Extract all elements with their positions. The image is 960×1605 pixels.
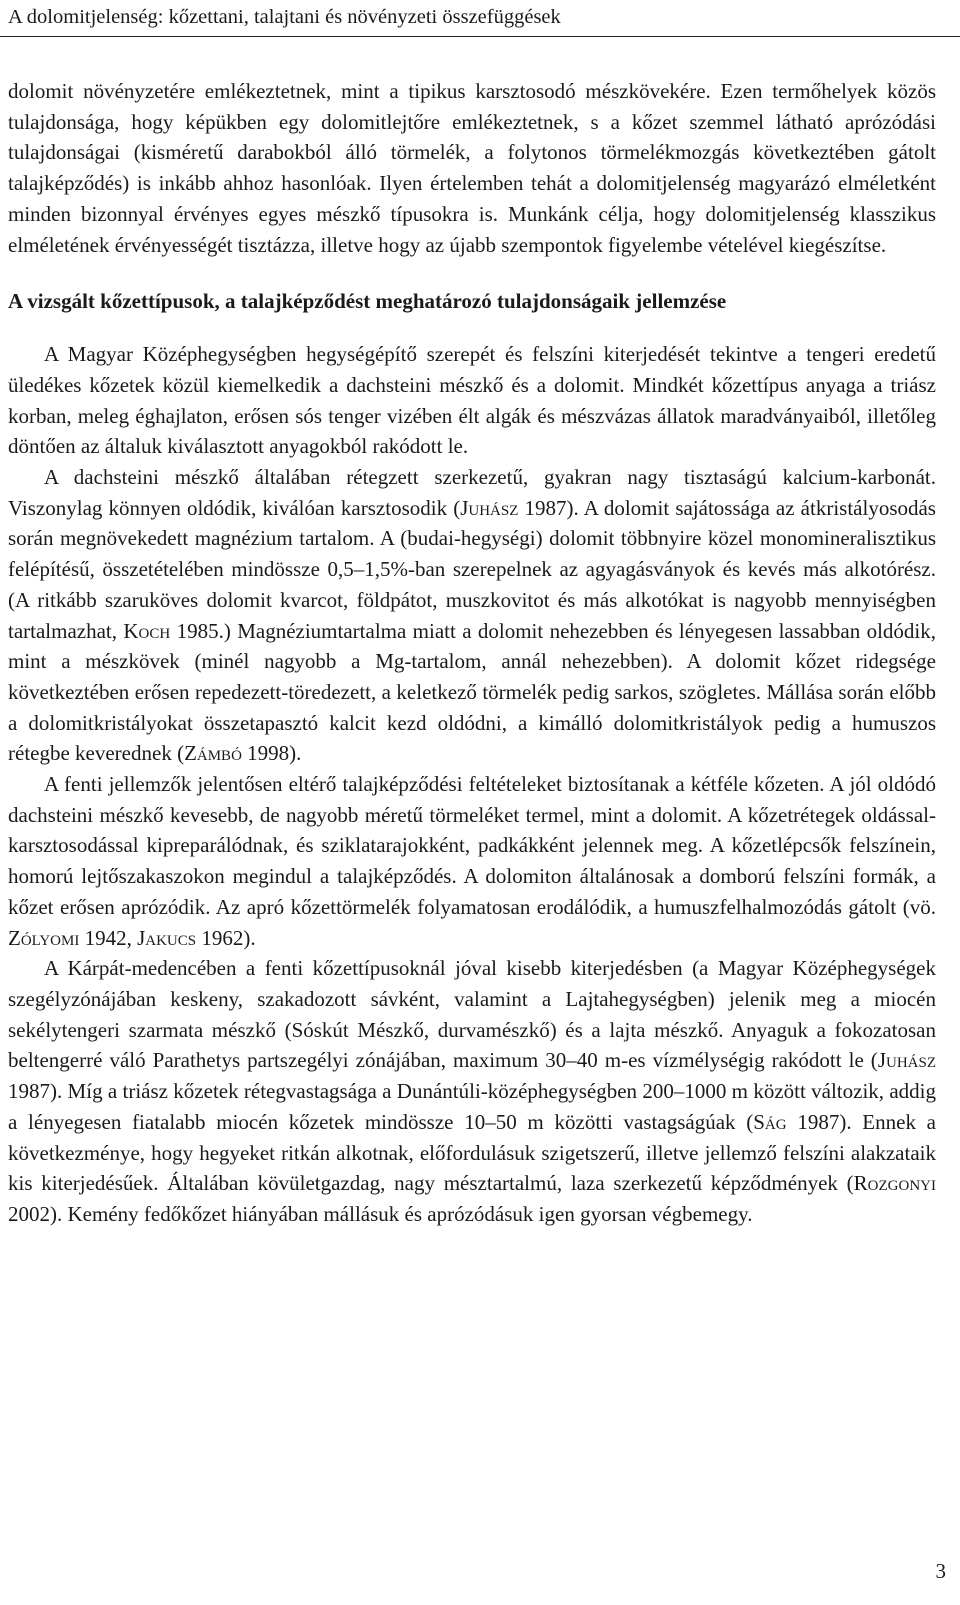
citation-author: Zámbó: [184, 741, 242, 766]
section-heading: A vizsgált kőzettípusok, a talajképződést meghatározó tulajdonságaik jellemzése: [8, 289, 727, 314]
citation-author: Ság: [753, 1109, 787, 1134]
body-text: [8, 76, 936, 1230]
intro-paragraph: dolomit növényzetére emlékeztetnek, mint a tipikus karsztosodó mészkövekére. Ezen termőhelyek közös tulajdonsága, hogy képükben egy dolomitlejtőre emlékeztetnek, s a kőzet szemmel látható aprózódási tulajdonságai (kisméretű darabokból álló törmelék, a folytonos törmelékmozgás következtében gátolt talajképződés) is inkább ahhoz hasonlóak. Ilyen értelemben tehát a dolomitjelenség magyarázó elméletként minden bizonnyal érvényes egyes mészkő típusokra is. Munkánk célja, hogy dolomitjelenség klasszikus elméletének érvényességét tisztázza, illetve hogy az újabb szempontok figyelembe vételével kiegészítse.: [8, 79, 936, 257]
citation-author: Jakucs: [137, 925, 197, 950]
paragraph-limestone-dolomite: [8, 462, 936, 769]
text-run: 1942,: [79, 925, 138, 950]
paragraph-rock-types: A Magyar Középhegységben hegységépítő szerepét és felszíni kiterjedését tekintve a tengeri eredetű üledékes kőzetek közül kiemelkedik a dachsteini mészkő és a dolomit. Mindkét kőzettípus anyaga a triász korban, meleg éghajlaton, erősen sós tenger vizében élt algák és mészvázas állatok maradványaiból, illetőleg döntően az általuk kiválasztott anyagokból rakódott le.: [8, 342, 936, 459]
text-run: 1987). Ennek a következménye, hogy hegyeket ritkán alkotnak, előfordulásuk szigetszerű, illetve jellemző felszíni alakzataik kis kiterjedésűek. Általában kövületgazdag, nagy mésztartalmú, laza szerkezetű képződmények (: [8, 1109, 936, 1196]
paragraph-soil-formation: [8, 769, 936, 953]
paragraph-miocene-limestone: [8, 953, 936, 1229]
citation-author: Rozgonyi: [853, 1171, 936, 1196]
text-run: 1962).: [196, 925, 256, 950]
text-run: 1987). Míg a triász kőzetek rétegvastagsága a Dunántúli-középhegységben 200–1000 m között változik, addig a lényegesen fiatalabb miocén kőzetek mindössze 10–50 m közötti vastagságúak (: [8, 1079, 936, 1134]
citation-author: Zólyomi: [8, 925, 80, 950]
citation-author: Koch: [123, 618, 171, 643]
text-run: 1987). A dolomit sajátossága az átkristályosodás során megnövekedett magnézium tartalom. A (budai-hegységi) dolomit többnyire közel monomineralisztikus felépítésű, összetételében mindössze 0,5–1,5%-ban szerepelnek az agyagásványok és kevés más alkotórész. (A ritkább szaruköves dolomit kvarcot, földpátot, muszkovitot és más alkotókat is nagyobb mennyiségben tartalmazhat,: [8, 495, 936, 643]
header-divider: [0, 36, 960, 37]
text-run: A fenti jellemzők jelentősen eltérő talajképződési feltételeket biztosítanak a kétféle kőzeten. A jól oldódó dachsteini mészkő kevesebb, de nagyobb méretű törmeléket termel, mint a dolomit. A kőzetrétegek oldással-karsztosodással kipreparálódnak, és sziklatarajokként, padkákként jelennek meg. A kőzetlépcsők felszínein, homorú lejtőszakaszokon megindul a talajképződés. A dolomiton általánosak a domború felszíni formák, a kőzet erősen aprózódik. Az apró kőzettörmelék folyamatosan erodálódik, a humuszfelhalmozódás gátolt (vö.: [8, 772, 936, 919]
text-run: 1985.) Magnéziumtartalma miatt a dolomit nehezebben és lényegesen lassabban oldódik, mint a mészkövek (minél nagyobb a Mg-tartalom, annál nehezebben). A dolomit kőzet ridegsége következtében erősen repedezett-töredezett, a keletkező törmelék pedig sarkos, szögletes. Mállása során előbb a dolomitkristályokat összetapasztó kalcit kezd oldódni, a kimálló dolomitkristályok pedig a humuszos rétegbe keverednek (: [8, 618, 936, 766]
text-run: A dachsteini mészkő általában rétegzett szerkezetű, gyakran nagy tisztaságú kalcium-karbonát. Viszonylag könnyen oldódik, kiválóan karsztosodik (: [8, 465, 936, 520]
citation-author: Juhász: [877, 1048, 936, 1073]
citation-author: Juhász: [460, 495, 519, 520]
text-run: 2002). Kemény fedőkőzet hiányában mállásuk és aprózódásuk igen gyorsan végbemegy.: [8, 1201, 753, 1226]
running-header: A dolomitjelenség: kőzettani, talajtani és növényzeti összefüggések: [8, 6, 561, 28]
page-number: 3: [935, 1559, 946, 1583]
text-run: 1998).: [241, 741, 302, 766]
text-run: A Kárpát-medencében a fenti kőzettípusoknál jóval kisebb kiterjedésben (a Magyar Középhegységek szegélyzónájában keskeny, szakadozott sávként, valamint a Lajtahegységben) jelenik meg a miocén sekélytengeri szarmata mészkő (Sóskút Mészkő, durvamészkő) és a lajta mészkő. Anyaguk a fokozatosan beltengerré váló Parathetys partszegélyi zónájában, maximum 30–40 m-es vízmélységig rakódott le (: [8, 956, 936, 1073]
